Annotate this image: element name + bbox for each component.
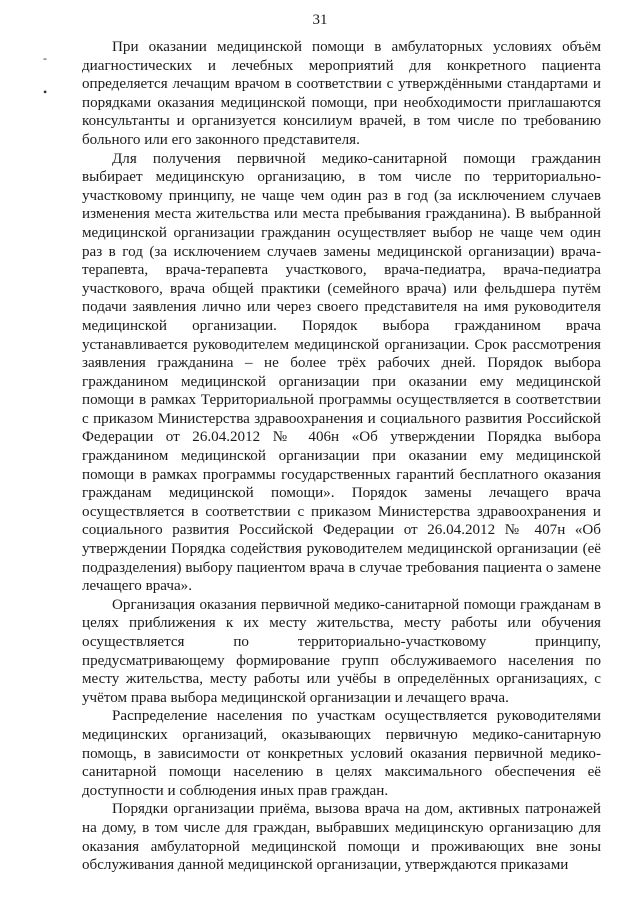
- paragraph-territorial-principle: Организация оказания первичной медико-санитарной помощи гражданам в целях приближения к их месту жительства, месту работы или обучения осуществляется по территориально-участковому принципу, предусматривающему формирование групп обслуживаемого населения по месту жительства, месту работы или учёбы в определённых организациях, с учётом права выбора медицинской организации и лечащего врача.: [82, 596, 601, 706]
- paragraph-outpatient-care: При оказании медицинской помощи в амбулаторных условиях объём диагностических и лечебных мероприятий для конкретного пациента определяется лечащим врачом в соответствии с утверждёнными стандартами и порядками оказания медицинской помощи, при необходимости приглашаются консультанты и организуется консилиум врачей, в том числе по требованию больного или его законного представителя.: [82, 39, 601, 148]
- margin-mark: •: [43, 85, 48, 99]
- body-text: [82, 38, 601, 875]
- margin-mark: -: [43, 51, 47, 65]
- paragraph-population-distribution: Распределение населения по участкам осуществляется руководителями медицинских организаций, оказывающих первичную медико-санитарную помощь, в зависимости от конкретных условий оказания первичной медико-санитарной помощи населению в целях максимального обеспечения её доступности и соблюдения иных прав граждан.: [82, 708, 601, 799]
- paragraph-admission-procedures: Порядки организации приёма, вызова врача на дом, активных патронажей на дому, в том числе для граждан, выбравших медицинскую организацию для оказания амбулаторной медицинской помощи и проживающих вне зоны обслуживания данной медицинской организации, утверждаются приказами: [82, 801, 601, 874]
- paragraph-choice-of-organization: Для получения первичной медико-санитарной помощи гражданин выбирает медицинскую организацию, в том числе по территориально-участковому принципу, не чаще чем один раз в год (за исключением случаев изменения места жительства или места пребывания гражданина). В выбранной медицинской организации гражданин осуществляет выбор не чаще чем один раз в год (за исключением случаев замены медицинской организации) врача-терапевта, врача-терапевта участкового, врача-педиатра, врача-педиатра участкового, врача общей практики (семейного врача) или фельдшера путём подачи заявления лично или через своего представителя на имя руководителя медицинской организации. Порядок выбора гражданином врача устанавливается руководителем медицинской организации. Срок рассмотрения заявления гражданина – не более трёх рабочих дней. Порядок выбора гражданином медицинской организации при оказании ему медицинской помощи в рамках Территориальной программы осуществляется в соответствии с приказом Министерства здравоохранения и социального развития Российской Федерации от 26.04.2012 № 406н «Об утверждении Порядка выбора гражданином медицинской организации при оказании ему медицинской помощи в рамках программы государственных гарантий бесплатного оказания гражданам медицинской помощи». Порядок замены лечащего врача осуществляется в соответствии с приказом Министерства здравоохранения и социального развития Российской Федерации от 26.04.2012 № 407н «Об утверждении Порядка содействия руководителем медицинской организации (её подразделения) выбору пациентом врача в случае требования пациента о замене лечащего врача».: [82, 150, 601, 595]
- page-number: 31: [312, 12, 328, 28]
